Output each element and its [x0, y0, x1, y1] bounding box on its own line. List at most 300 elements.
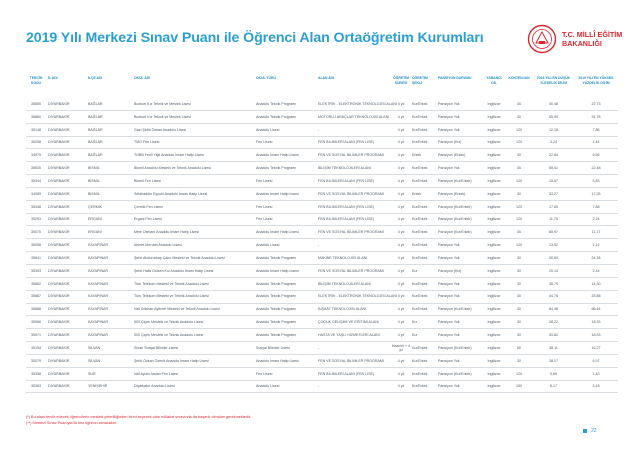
table-cell: 1,44 [592, 140, 600, 145]
table-cell: Türk Telekom Mesleki ve Teknik Anadolu Lisesi [134, 294, 209, 299]
table-cell: 35363 [31, 384, 41, 389]
table-cell: 30 [517, 101, 521, 106]
table-cell: Pansiyon (Kız/Erkek) [438, 204, 472, 209]
logo-line-1: T.C. MİLLÎ EĞİTİM [562, 30, 623, 39]
table-cell: Türk Telekom Mesleki ve Teknik Anadolu Lisesi [134, 281, 209, 286]
table-cell: 22,73 [591, 101, 601, 106]
column-header: TERCİH KODU [29, 76, 43, 85]
logo-line-2: BAKANLIĞI [562, 39, 602, 48]
page-number [583, 428, 597, 434]
table-cell: 35860 [31, 114, 41, 119]
table-row [26, 111, 618, 124]
table-cell: Kız/Erkek [412, 204, 428, 209]
table-cell: İngilizce [487, 114, 501, 119]
table-cell: DİYARBAKIR [48, 255, 70, 260]
table-cell: Gazi Şehit Özkan Anadolu Lisesi [134, 127, 187, 132]
table-row [26, 239, 618, 252]
column-header: OKUL ADI [134, 76, 151, 80]
table-cell: 55,41 [549, 166, 558, 171]
table-cell: 16,27 [591, 345, 601, 350]
table-cell: 120 [516, 127, 522, 132]
table-cell: Şehit Halis Gülsen Kız Anadolu İmam Hatip Lisesi [134, 268, 214, 273]
table-cell: 7,88 [592, 204, 600, 209]
table-cell: Mele Osmanı Anadolu İmam Hatip Lisesi [134, 230, 199, 235]
table-cell: 2,44 [592, 268, 600, 273]
column-header: KONTENJAN [508, 76, 530, 80]
table-cell: BAĞLAR [88, 101, 103, 106]
table-cell: 6,97 [592, 358, 600, 363]
table-cell: 4 yıl [397, 204, 405, 209]
table-cell: Pansiyon Yok [438, 320, 460, 325]
table-cell: ÇOCUK GELİŞİMİ VE EĞİTİMİ ALANI [318, 320, 379, 325]
table-row [26, 188, 618, 201]
table-cell: DİYARBAKIR [48, 127, 70, 132]
table-cell: 30 [517, 153, 521, 158]
table-cell: 35855 [31, 101, 41, 106]
table-cell: ELEKTRİK - ELEKTRONİK TEKNOLOJİSİ ALANI [318, 294, 397, 299]
table-row [26, 355, 618, 368]
table-cell: Kız/Erkek [412, 140, 428, 145]
table-cell: 12,18 [549, 127, 558, 132]
table-cell: Pansiyon (Erkek) [438, 191, 466, 196]
table-cell: SİLVAN [88, 345, 101, 350]
table-cell: 40,48 [549, 101, 558, 106]
table-cell: Kız/Erkek [412, 384, 428, 389]
table-cell: Bozkurt Kız Teknik ve Meslek Lisesi [134, 114, 191, 119]
table-cell: 150 [516, 384, 522, 389]
table-cell: Anadolu Teknik Programı [256, 255, 297, 260]
table-cell: 4 yıl [397, 384, 405, 389]
table-cell: Anadolu Teknik Programı [256, 333, 297, 337]
table-cell: Kız/Erkek [412, 114, 428, 119]
table-cell: Anadolu Teknik Programı [256, 281, 297, 286]
table-cell: İngilizce [487, 178, 501, 183]
table-cell: 35966 [31, 320, 41, 325]
table-cell: Erkek [412, 153, 422, 158]
table-cell: 34989 [31, 191, 41, 196]
table-cell: 11,75 [549, 217, 558, 222]
table-cell: 25,88 [591, 294, 601, 299]
table-cell: 4 yıl [397, 217, 405, 222]
table-row [26, 278, 618, 291]
table-cell: BAĞLAR [88, 153, 103, 158]
table-cell: FEN BİLİMLERİ ALANI (FEN LİSE) [318, 140, 375, 145]
page-number-text: 22 [591, 428, 597, 434]
column-header: ÖĞRETİM SÜRESİ [393, 76, 409, 85]
table-cell: Erkek [412, 191, 422, 196]
table-cell: 35882 [31, 281, 41, 286]
table-cell: Selahaddin Eyyubi Anadolu İmam Hatip Lisesi [134, 191, 208, 196]
table-cell: Pansiyon Yok [438, 384, 460, 389]
table-cell: İNŞAAT TEKNOLOJİSİ ALANI [318, 307, 367, 312]
footnote-2: (**) Merkezi Sınav Puanıyla ilk kez öğrenci alınacaktır. [26, 421, 117, 425]
table-cell: Anadolu İmam Hatip Lisesi [256, 230, 299, 235]
meb-emblem-icon [527, 22, 557, 56]
table-cell: MAKİNE TEKNOLOJİSİ ALANI [318, 255, 368, 260]
table-cell: FEN VE SOSYAL BİLİMLER PROGRAMI [318, 230, 384, 235]
table-cell: İngilizce [487, 268, 501, 273]
table-row [26, 98, 618, 111]
table-row [26, 149, 618, 162]
table-cell: 35888 [31, 307, 41, 312]
table-cell: Kız [412, 333, 418, 337]
page-title: 2019 Yılı Merkezi Sınav Puanı ile Öğrenci Alan Ortaöğretim Kurumları [26, 30, 484, 46]
table-cell: 4 yıl [397, 166, 405, 171]
table-cell: KAYAPINAR [88, 333, 109, 337]
table-cell: 22,48 [591, 166, 601, 171]
table-cell: 55,94 [549, 114, 558, 119]
table-cell: DİYARBAKIR [48, 294, 70, 299]
table-cell: Anadolu Teknik Programı [256, 114, 297, 119]
table-cell: YENİŞEHİR [88, 384, 108, 389]
table-cell: İngilizce [487, 333, 501, 337]
table-cell: 24,38 [591, 255, 601, 260]
table-cell: FEN BİLİMLERİ ALANI (FEN LİSE) [318, 204, 375, 209]
table-cell: İngilizce [487, 101, 501, 106]
table-cell: 4 yıl [397, 153, 405, 158]
table-cell: Bozkurt Kız Teknik ve Meslek Lisesi [134, 101, 191, 106]
table-cell: 30 [517, 268, 521, 273]
table-cell: 35971 [31, 333, 41, 337]
table-cell: 120 [516, 217, 522, 222]
table-cell: 3,18 [592, 384, 600, 389]
table-cell: 30 [517, 114, 521, 119]
table-cell: 30 [517, 294, 521, 299]
table-row [26, 329, 618, 342]
table-cell: İngilizce [487, 294, 501, 299]
table-cell: İngilizce [487, 127, 501, 132]
table-cell: KAYAPINAR [88, 281, 109, 286]
table-cell: DİYARBAKIR [48, 333, 70, 337]
table-cell: 13,52 [549, 243, 558, 248]
table-cell: FEN VE SOSYAL BİLİMLER PROGRAMI [318, 358, 384, 363]
table-cell: 31,78 [591, 114, 601, 119]
school-table [26, 98, 618, 393]
table-cell: Kız/Erkek [412, 243, 428, 248]
table-cell: Kız/Erkek [412, 166, 428, 171]
table-cell: Kız [412, 320, 418, 325]
column-header: 2019 YILI EN YÜKSEK YÜZDELİK DİLİM [578, 76, 614, 85]
table-cell: Pansiyon Yok [438, 294, 460, 299]
table-cell: SUR [88, 371, 96, 376]
table-cell: 35358 [31, 371, 41, 376]
table-cell: 4 yıl [397, 230, 405, 235]
table-cell: BAĞLAR [88, 127, 103, 132]
table-cell: DİYARBAKIR [48, 178, 70, 183]
table-cell: 120 [516, 371, 522, 376]
table-cell: 30 [517, 281, 521, 286]
table-cell: - [318, 384, 320, 389]
table-cell: 30 [517, 307, 521, 312]
table-cell: Pansiyon (Erkek) [438, 153, 466, 158]
table-cell: Kız/Erkek [412, 217, 428, 222]
table-cell: Pansiyon Yok [438, 243, 460, 248]
table-cell: DİYARBAKIR [48, 140, 70, 145]
table-cell: İngilizce [487, 153, 501, 158]
square-bullet-icon [583, 429, 587, 433]
table-cell: Şehit Abdurrahap Çakır Mesleki ve Teknik Anadolu Lisesi [134, 255, 225, 260]
table-cell: 55,60 [549, 255, 558, 260]
table-cell: FEN BİLİMLERİ ALANI (FEN LİSE) [318, 371, 375, 376]
table-cell: Fen Lisesi [256, 204, 273, 209]
table-row [26, 316, 618, 329]
table-cell: KAYAPINAR [88, 268, 109, 273]
table-cell: Anadolu Teknik Programı [256, 307, 297, 312]
table-cell: 35258 [31, 140, 41, 145]
table-cell: ERGANİ [88, 217, 102, 222]
table-cell: BİSMİL [88, 178, 100, 183]
table-cell: 4 yıl [397, 101, 405, 106]
table-cell: Kız/Erkek [412, 230, 428, 235]
table-row [26, 291, 618, 304]
table-cell: DİYARBAKIR [48, 345, 70, 350]
table-cell: Pansiyon Yok [438, 166, 460, 171]
table-cell: DİYARBAKIR [48, 281, 70, 286]
table-cell: FEN BİLİMLERİ ALANI (FEN LİSE) [318, 178, 375, 183]
table-cell: 35346 [31, 204, 41, 209]
table-cell: 17,25 [591, 191, 601, 196]
table-row [26, 162, 618, 175]
table-cell: DİYARBAKIR [48, 371, 70, 376]
table-cell: Pansiyon (Kız/Erkek) [438, 307, 472, 312]
table-cell: ERGANİ [88, 230, 102, 235]
table-cell: Kız/Erkek [412, 307, 428, 312]
table-cell: 34979 [31, 153, 41, 158]
table-cell: FEN VE SOSYAL BİLİMLER PROGRAMI [318, 268, 384, 273]
table-cell: DİYARBAKIR [48, 384, 70, 389]
table-cell: Vali Gökhan Aydıner Mesleki ve Teknik Anadolu Lisesi [134, 307, 220, 312]
table-cell: Kız/Erkek [412, 371, 428, 376]
table-cell: 1,43 [592, 371, 600, 376]
table-cell: Pansiyon Yok [438, 255, 460, 260]
table-row [26, 137, 618, 150]
table-cell: 4 yıl [397, 371, 405, 376]
table-cell: Hazırlık + 4 yıl [391, 343, 411, 352]
table-cell: 35075 [31, 230, 41, 235]
table-cell: Anadolu Lisesi [256, 127, 280, 132]
table-cell: İngilizce [487, 243, 501, 248]
table-cell: 35154 [31, 345, 41, 350]
table-cell: Pansiyon Yok [438, 281, 460, 286]
table-cell: DİYARBAKIR [48, 307, 70, 312]
table-cell: 35393 [31, 268, 41, 273]
table-cell: Pansiyon (Kız) [438, 268, 462, 273]
table-cell: DİYARBAKIR [48, 153, 70, 158]
table-cell: BİLİŞİM TEKNOLOJİLERİ ALANI [318, 281, 371, 286]
table-header [26, 74, 618, 96]
table-cell: 18,53 [591, 333, 601, 337]
table-cell: Pansiyon (Kız/Erkek) [438, 371, 472, 376]
table-cell: 4 yıl [397, 307, 405, 312]
table-cell: Anadolu İmam Hatip Lisesi [256, 191, 299, 196]
table-cell: İngilizce [487, 204, 501, 209]
table-cell: İngilizce [487, 166, 501, 171]
table-cell: 17,60 [549, 204, 558, 209]
table-row [26, 381, 618, 394]
table-cell: FEN VE SOSYAL BİLİMLER PROGRAMI [318, 153, 384, 158]
table-cell: 35079 [31, 358, 41, 363]
table-cell: Fen Lisesi [256, 217, 273, 222]
table-cell: Pansiyon Yok [438, 333, 460, 337]
table-cell: Ergani Fen Lisesi [134, 217, 162, 222]
table-cell: 4 yıl [397, 140, 405, 145]
table-cell: Pansiyon (Kız/Erkek) [438, 178, 472, 183]
table-cell: Pansiyon (Kız/Erkek) [438, 345, 472, 350]
table-cell: 35148 [31, 127, 41, 132]
table-cell: DİYARBAKIR [48, 166, 70, 171]
table-cell: Anadolu Lisesi [256, 243, 280, 248]
table-cell: Pansiyon (Kız/Erkek) [438, 230, 472, 235]
table-cell: Anadolu Teknik Programı [256, 101, 297, 106]
table-cell: SİLVAN [88, 358, 101, 363]
table-cell: 53,82 [549, 333, 558, 337]
table-cell: ÇERMİK [88, 204, 102, 209]
table-cell: 14,30 [591, 281, 601, 286]
table-cell: Anadolu Teknik Programı [256, 294, 297, 299]
table-cell: DİYARBAKIR [48, 217, 70, 222]
table-cell: DİYARBAKIR [48, 320, 70, 325]
table-cell: 3,24 [550, 140, 557, 145]
table-cell: Anadolu Lisesi [256, 384, 280, 389]
table-cell: KAYAPINAR [88, 243, 109, 248]
table-cell: İngilizce [487, 358, 501, 363]
table-cell: 500 Çiçek Mesleki ve Teknik Anadolu Lisesi [134, 320, 204, 325]
table-cell: İngilizce [487, 320, 501, 325]
table-cell: 30 [517, 230, 521, 235]
table-cell: 30 [517, 358, 521, 363]
table-cell: DİYARBAKIR [48, 204, 70, 209]
table-cell: BİSMİL [88, 166, 100, 171]
table-cell: 120 [516, 204, 522, 209]
table-cell: 4 yıl [397, 243, 405, 248]
table-cell: ELEKTRİK - ELEKTRONİK TEKNOLOJİSİ ALANI [318, 101, 397, 106]
table-cell: TOBB Fenli Yiğit Anadolu İmam Hatip Lisesi [134, 153, 204, 158]
table-row [26, 214, 618, 227]
table-cell: DİYARBAKIR [48, 358, 70, 363]
table-cell: Pansiyon Yok [438, 358, 460, 363]
table-cell: 4 yıl [397, 114, 405, 119]
table-cell: 35887 [31, 294, 41, 299]
table-row [26, 175, 618, 188]
table-cell: HASTA VE YAŞLI HİZMETLERİ ALANI [318, 333, 380, 337]
table-cell: İngilizce [487, 255, 501, 260]
table-row [26, 368, 618, 381]
table-cell: İngilizce [487, 307, 501, 312]
table-cell: BİLİŞİM TEKNOLOJİLERİ ALANI [318, 166, 371, 171]
column-header: İLÇE ADI [88, 76, 103, 80]
footnotes [26, 414, 251, 426]
column-header: ÖĞRETİM ŞEKLİ [412, 76, 428, 85]
table-cell: DİYARBAKIR [48, 101, 70, 106]
meb-logo [527, 22, 623, 56]
table-cell: Anadolu İmam Hatip Lisesi [256, 358, 299, 363]
column-header: ALAN ADI [318, 76, 335, 80]
table-row [26, 304, 618, 317]
table-cell: 35293 [31, 217, 41, 222]
table-cell: KAYAPINAR [88, 307, 109, 312]
table-cell: 4 yıl [397, 281, 405, 286]
table-cell: İngilizce [487, 345, 501, 350]
table-cell: İngilizce [487, 217, 501, 222]
table-cell: 4 yıl [397, 333, 405, 337]
table-cell: 18,33 [591, 320, 601, 325]
table-cell: Bismil Fen Lisesi [134, 178, 161, 183]
table-cell: İngilizce [487, 281, 501, 286]
table-cell: Fen Lisesi [256, 178, 273, 183]
table-cell: 9,69 [550, 371, 557, 376]
column-header: YABANCI DİL [486, 76, 502, 85]
table-cell: Pansiyon (Kız) [438, 140, 462, 145]
table-cell: Ahmet Merdan Anadolu Lisesi [134, 243, 182, 248]
column-header: PANSİYON DURUMU [438, 76, 472, 80]
table-cell: 35835 [31, 166, 41, 171]
table-cell: Kız/Erkek [412, 101, 428, 106]
table-cell: 120 [516, 243, 522, 248]
table-cell: KAYAPINAR [88, 294, 109, 299]
table-cell: İngilizce [487, 371, 501, 376]
table-cell: TMO Fen Lisesi [134, 140, 160, 145]
table-cell: DİYARBAKIR [48, 191, 70, 196]
table-cell: Kız/Erkek [412, 178, 428, 183]
column-header: OKUL TÜRÜ [256, 76, 276, 80]
table-cell: 20,14 [549, 268, 558, 273]
table-cell: 120 [516, 178, 522, 183]
table-cell: 6,17 [550, 384, 557, 389]
table-cell: Kız/Erkek [412, 294, 428, 299]
table-cell: Anadolu İmam Hatip Lisesi [256, 153, 299, 158]
table-cell: 35058 [31, 243, 41, 248]
table-cell: 4 yıl [397, 358, 405, 363]
table-cell: 30 [517, 191, 521, 196]
table-cell: Pansiyon Yok [438, 114, 460, 119]
table-cell: 36,79 [549, 281, 558, 286]
table-cell: Pansiyon (Kız/Erkek) [438, 217, 472, 222]
table-cell: İngilizce [487, 230, 501, 235]
table-cell: 30 [517, 333, 521, 337]
table-cell: BAĞLAR [88, 140, 103, 145]
table-cell: 4 yıl [397, 268, 405, 273]
table-cell: 30 [517, 166, 521, 171]
table-cell: 4 yıl [397, 178, 405, 183]
table-cell: Diyarbakır Anadolu Lisesi [134, 384, 175, 389]
table-cell: KAYAPINAR [88, 255, 109, 260]
table-cell: FEN BİLİMLERİ ALANI (FEN LİSE) [318, 217, 375, 222]
table-cell: 4 yıl [397, 255, 405, 260]
table-cell: Kız/Erkek [412, 358, 428, 363]
table-cell: 22,84 [549, 153, 558, 158]
table-cell: Bismil Anadolu Mesleki ve Teknik Anadolu Lisesi [134, 166, 211, 171]
table-cell: Sinan Sosyal Bilimler Lisesi [134, 345, 178, 350]
table-cell: KAYAPINAR [88, 320, 109, 325]
table-row [26, 252, 618, 265]
footnote-1: (*) Bu alanı tercih edecek öğrencilerin mesleki yeterliliğinden birini seçecek olan mülakat sınavında da başarılı olmaları gerekmektedir. [26, 415, 251, 419]
table-cell: İngilizce [487, 384, 501, 389]
table-row [26, 201, 618, 214]
table-cell: - [318, 243, 320, 248]
table-cell: 7,86 [592, 127, 600, 132]
table-cell: Fen Lisesi [256, 371, 273, 376]
table-cell: 28,22 [549, 320, 558, 325]
table-cell: DİYARBAKIR [48, 230, 70, 235]
table-row [26, 342, 618, 355]
table-cell: - [318, 127, 320, 132]
table-cell: Fen Lisesi [256, 140, 273, 145]
table-row [26, 226, 618, 239]
column-header: 2018 YILI EN DÜŞÜK YÜZDELİK DİLİM [536, 76, 571, 85]
table-cell: 2,24 [592, 217, 600, 222]
table-cell: 4 yıl [397, 294, 405, 299]
table-cell: 1,12 [592, 243, 600, 248]
